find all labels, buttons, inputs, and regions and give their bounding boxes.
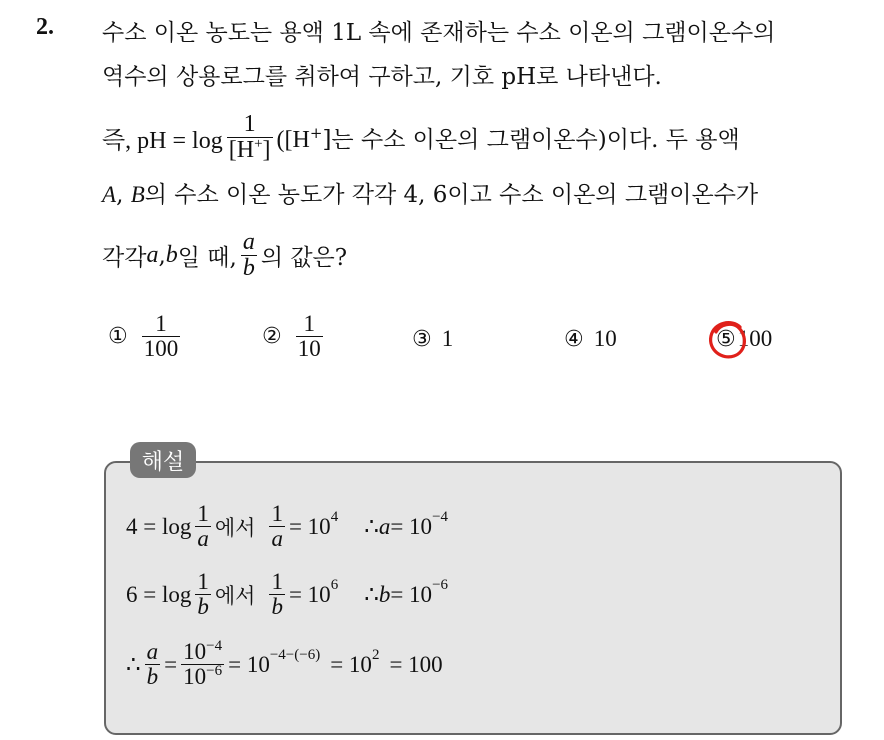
choice-4-value: 10 xyxy=(593,326,617,351)
row2-fraction xyxy=(195,570,211,619)
choice-2-fraction xyxy=(296,312,323,361)
choice-1-numerator: 1 xyxy=(155,311,167,336)
row3-sup: −4−(−6) xyxy=(269,647,321,664)
den-sup: + xyxy=(254,136,263,153)
choice-1-mark: ① xyxy=(108,324,128,350)
therefore-symbol: ∴ xyxy=(126,651,141,677)
den-text: [H xyxy=(228,137,255,164)
therefore-symbol: ∴ xyxy=(364,513,379,539)
question-line-1: 수소 이온 농도는 용액 1L 속에 존재하는 수소 이온의 그램이온수의 xyxy=(102,20,776,46)
comma: , xyxy=(158,242,166,269)
question-line-5 xyxy=(102,230,347,281)
choice-2[interactable] xyxy=(262,312,327,361)
row3-eq3: = 10 xyxy=(330,651,372,677)
ph-fraction-numerator: 1 xyxy=(243,111,256,137)
row1-rsup: −4 xyxy=(432,509,449,526)
choice-2-numerator: 1 xyxy=(303,311,315,336)
solution-B-label: B xyxy=(130,182,145,207)
question-line-2: 역수의 상용로그를 취하여 구하고, 기호 pH로 나타낸다. xyxy=(102,64,662,90)
choice-5-mark: ⑤ xyxy=(716,326,736,352)
paren-sup: + xyxy=(309,124,323,143)
row1-frac-num: 1 xyxy=(197,501,209,526)
question-line-4 xyxy=(102,176,758,209)
row2-frac2-num: 1 xyxy=(271,569,283,594)
solution-row-2 xyxy=(126,570,448,619)
selected-answer-circle-icon xyxy=(706,318,750,362)
row1-sup: 4 xyxy=(330,509,339,526)
answer-choices xyxy=(0,312,884,382)
row2-var: b xyxy=(378,581,391,607)
row1-eq: = 10 xyxy=(288,513,331,539)
choice-1-fraction xyxy=(142,312,181,361)
solution-tag: 해설 xyxy=(130,442,196,478)
row2-frac-den: b xyxy=(197,594,209,620)
row2-frac-num: 1 xyxy=(197,569,209,594)
choice-1[interactable] xyxy=(108,312,184,361)
row3-frac2-num-base: 10 xyxy=(183,639,207,664)
row3-frac-num: a xyxy=(146,639,159,664)
line5-prefix: 각각 xyxy=(102,245,147,272)
row1-frac-den: a xyxy=(197,526,209,552)
choice-3-value: 1 xyxy=(441,326,454,351)
var-a: a xyxy=(146,242,159,269)
ph-definition-suffix: 이다. 두 용액 xyxy=(606,127,740,154)
a-over-b-fraction xyxy=(241,230,257,281)
var-b: b xyxy=(165,242,178,269)
solution-row-1 xyxy=(126,502,448,551)
row3-frac2-den-base: 10 xyxy=(183,664,207,690)
den-close: ] xyxy=(262,137,271,164)
row3-frac2-num xyxy=(181,640,224,664)
row1-fraction-2 xyxy=(269,502,285,551)
row3-frac-den: b xyxy=(146,664,159,690)
row1-lhs: 4 = log xyxy=(126,513,192,539)
row3-eq1: = xyxy=(164,651,178,677)
choice-4-mark: ④ xyxy=(564,326,584,352)
row3-sup2: 2 xyxy=(371,647,380,664)
choice-2-mark: ② xyxy=(262,324,282,350)
row3-frac2-den-sup: −6 xyxy=(206,663,223,680)
choice-3[interactable] xyxy=(412,326,453,352)
choice-3-mark: ③ xyxy=(412,326,432,352)
row2-fraction-2 xyxy=(269,570,285,619)
comma: , xyxy=(116,182,131,208)
row1-fraction xyxy=(195,502,211,551)
row1-rhs: = 10 xyxy=(390,513,433,539)
row3-fraction xyxy=(145,640,161,689)
ph-fraction xyxy=(227,112,273,163)
row3-eq4: = 100 xyxy=(389,651,443,677)
choice-4[interactable] xyxy=(564,326,617,352)
fraction-denominator: b xyxy=(242,255,255,282)
choice-1-denominator: 100 xyxy=(143,336,179,362)
fraction-numerator: a xyxy=(242,229,255,255)
row3-eq2: = 10 xyxy=(228,651,270,677)
question-line-3 xyxy=(102,112,740,163)
solution-A-label: A xyxy=(102,182,117,207)
choice-2-denominator: 10 xyxy=(297,336,321,362)
row1-frac2-den: a xyxy=(271,526,283,552)
row1-frac2-num: 1 xyxy=(271,501,283,526)
row2-sup: 6 xyxy=(330,577,339,594)
question-number: 2. xyxy=(36,14,54,40)
choice-5-value: 100 xyxy=(737,326,773,351)
row2-lhs: 6 = log xyxy=(126,581,192,607)
row2-frac2-den: b xyxy=(271,594,283,620)
row1-var: a xyxy=(378,513,391,539)
row2-rsup: −6 xyxy=(432,577,449,594)
solution-row-3 xyxy=(126,640,443,689)
therefore-symbol: ∴ xyxy=(364,581,379,607)
row3-frac2-den xyxy=(181,664,224,689)
paren-text: ]는 수소 이온의 그램이온수) xyxy=(322,127,607,154)
row3-frac2-num-sup: −4 xyxy=(206,638,223,654)
row2-mid: 에서 xyxy=(214,583,256,608)
row3-fraction-2 xyxy=(181,640,224,689)
row2-rhs: = 10 xyxy=(390,581,433,607)
ph-paren-note xyxy=(277,121,607,154)
row1-mid: 에서 xyxy=(214,515,256,540)
ph-fraction-denominator xyxy=(227,137,273,163)
paren-open: ([H xyxy=(276,127,310,154)
row2-eq: = 10 xyxy=(288,581,331,607)
question-line-4-text: 의 수소 이온 농도가 각각 4, 6이고 수소 이온의 그램이온수가 xyxy=(144,182,759,208)
ph-definition-prefix: 즉, pH = log xyxy=(102,128,223,155)
line5-mid: 일 때, xyxy=(177,245,237,272)
question-prompt: 의 값은? xyxy=(260,245,348,272)
